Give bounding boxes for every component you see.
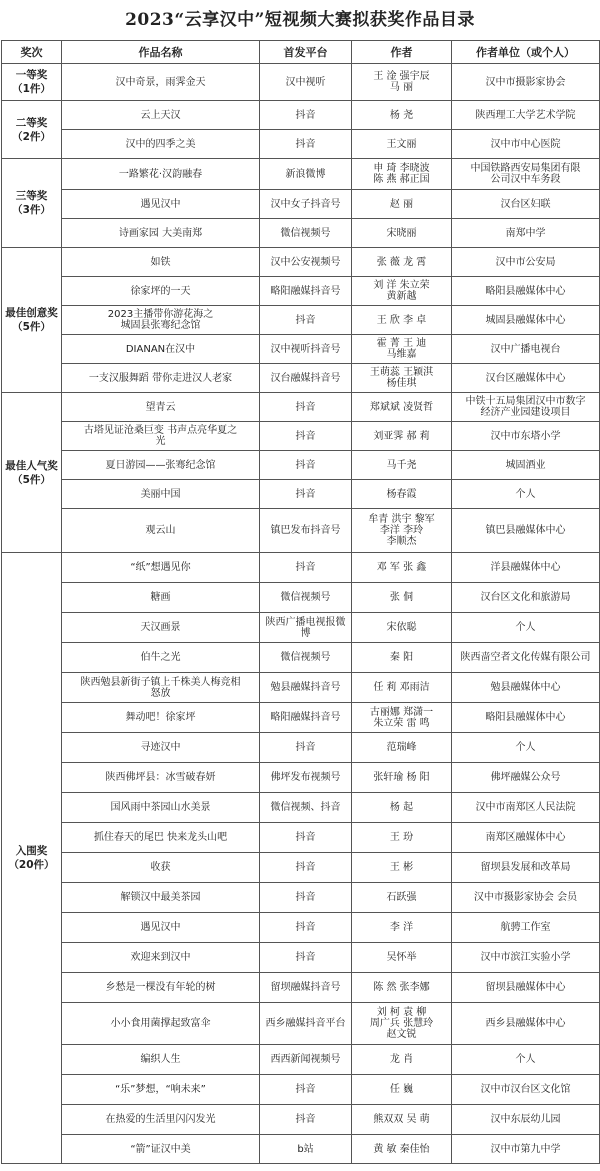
author-cell: 申 琦 李晓波 陈 燕 郝正国 (352, 159, 452, 190)
platform-cell: 汉中女子抖音号 (260, 190, 352, 219)
award-category-cell (2, 64, 62, 101)
author-unit-cell: 汉中市摄影家协会 会员 (452, 883, 600, 913)
platform-cell: 抖音 (260, 480, 352, 509)
author-unit-cell: 佛坪融媒公众号 (452, 763, 600, 793)
platform-cell: 西乡融媒抖音平台 (260, 1003, 352, 1045)
author-unit-cell: 留坝县融媒体中心 (452, 973, 600, 1003)
author-cell: 吴怀举 (352, 943, 452, 973)
award-count: （2件） (12, 130, 51, 143)
work-name-cell: 2023主播带你游花海之 城固县张骞纪念馆 (62, 306, 260, 335)
platform-cell: 抖音 (260, 101, 352, 130)
author-cell: 牟青 洪宇 黎军 李洋 李玲 李顺杰 (352, 509, 452, 553)
award-category-cell (2, 248, 62, 393)
platform-cell: 抖音 (260, 130, 352, 159)
platform-cell: 汉台融媒抖音号 (260, 364, 352, 393)
table-row (2, 101, 600, 130)
author-unit-cell: 汉中市汉台区文化馆 (452, 1075, 600, 1105)
platform-cell: 微信视频号 (260, 583, 352, 613)
platform-cell: 汉中公安视频号 (260, 248, 352, 277)
platform-cell: 抖音 (260, 943, 352, 973)
table-row (2, 973, 600, 1003)
author-unit-cell: 镇巴县融媒体中心 (452, 509, 600, 553)
work-name-cell: 舞动吧！徐家坪 (62, 703, 260, 733)
work-name-cell: 抓住春天的尾巴 快来龙头山吧 (62, 823, 260, 853)
author-unit-cell: 汉台区妇联 (452, 190, 600, 219)
platform-cell: 留坝融媒抖音号 (260, 973, 352, 1003)
author-cell: 马千尧 (352, 451, 452, 480)
work-name-cell: 遇见汉中 (62, 190, 260, 219)
author-unit-cell: 勉县融媒体中心 (452, 673, 600, 703)
table-row (2, 853, 600, 883)
table-row (2, 553, 600, 583)
work-name-cell: “乐”梦想，“响未来” (62, 1075, 260, 1105)
author-cell: 杨 尧 (352, 101, 452, 130)
author-cell: 张 薇 龙 霄 (352, 248, 452, 277)
platform-cell: 抖音 (260, 733, 352, 763)
work-name-cell: 古塔见证沧桑巨变 书声点亮华夏之 光 (62, 422, 260, 451)
award-count: （3件） (12, 204, 51, 216)
award-count: （5件） (12, 473, 51, 486)
author-cell: 王萌蕊 王颖淇 杨佳琪 (352, 364, 452, 393)
author-unit-cell: 汉中东辰幼儿园 (452, 1105, 600, 1135)
award-name: 最佳人气奖 (5, 459, 58, 472)
author-unit-cell: 个人 (452, 733, 600, 763)
work-name-cell: 编织人生 (62, 1045, 260, 1075)
award-name: 最佳创意奖 (5, 307, 58, 319)
author-unit-cell: 城固酒业 (452, 451, 600, 480)
platform-cell: 新浪微博 (260, 159, 352, 190)
author-cell: 邓 军 张 鑫 (352, 553, 452, 583)
table-row (2, 480, 600, 509)
work-name-cell: 一路繁花·汉韵融春 (62, 159, 260, 190)
table-body (2, 64, 600, 1164)
award-count: （20件） (8, 859, 55, 871)
author-cell: 李 洋 (352, 913, 452, 943)
author-unit-cell: 陕西理工大学艺术学院 (452, 101, 600, 130)
award-category-cell (2, 553, 62, 1164)
author-cell: 古丽娜 郑潇一 朱立荣 雷 鸣 (352, 703, 452, 733)
award-category-cell (2, 101, 62, 159)
author-unit-cell: 汉中广播电视台 (452, 335, 600, 364)
table-row (2, 823, 600, 853)
work-name-cell: 夏日游园——张骞纪念馆 (62, 451, 260, 480)
author-cell: 黄 敏 秦佳怡 (352, 1135, 452, 1164)
author-unit-cell: 个人 (452, 480, 600, 509)
author-cell: 郑斌斌 凌贤哲 (352, 393, 452, 422)
table-row (2, 248, 600, 277)
author-unit-cell: 南郑中学 (452, 219, 600, 248)
platform-cell: 汉中视听 (260, 64, 352, 101)
table-row (2, 913, 600, 943)
author-unit-cell: 中国铁路西安局集团有限 公司汉中车务段 (452, 159, 600, 190)
author-unit-cell: 汉中市公安局 (452, 248, 600, 277)
author-unit-cell: 南郑区融媒体中心 (452, 823, 600, 853)
work-name-cell: 徐家坪的一天 (62, 277, 260, 306)
platform-cell: 抖音 (260, 853, 352, 883)
author-cell: 王 淦 强宇辰 马 丽 (352, 64, 452, 101)
table-row (2, 219, 600, 248)
work-name-cell: 在热爱的生活里闪闪发光 (62, 1105, 260, 1135)
work-name-cell: 乡愁是一棵没有年轮的树 (62, 973, 260, 1003)
table-row (2, 1135, 600, 1164)
table-row (2, 943, 600, 973)
work-name-cell: 天汉画景 (62, 613, 260, 643)
platform-cell: 抖音 (260, 553, 352, 583)
platform-cell: b站 (260, 1135, 352, 1164)
table-row (2, 703, 600, 733)
platform-cell: 汉中视听抖音号 (260, 335, 352, 364)
author-cell: 石跃强 (352, 883, 452, 913)
work-name-cell: 收获 (62, 853, 260, 883)
award-category-cell (2, 159, 62, 248)
table-row (2, 793, 600, 823)
platform-cell: 微信视频、抖音 (260, 793, 352, 823)
award-count: （5件） (12, 321, 51, 333)
author-unit-cell: 西乡县融媒体中心 (452, 1003, 600, 1045)
award-name: 一等奖 (15, 69, 48, 81)
author-cell: 王 彬 (352, 853, 452, 883)
work-name-cell: 望青云 (62, 393, 260, 422)
table-row (2, 393, 600, 422)
author-unit-cell: 略阳县融媒体中心 (452, 277, 600, 306)
table-row (2, 733, 600, 763)
work-name-cell: 如铁 (62, 248, 260, 277)
work-name-cell: 美丽中国 (62, 480, 260, 509)
work-name-cell: 寻迹汉中 (62, 733, 260, 763)
author-unit-cell: 个人 (452, 1045, 600, 1075)
author-unit-cell: 洋县融媒体中心 (452, 553, 600, 583)
author-unit-cell: 汉中市摄影家协会 (452, 64, 600, 101)
table-row (2, 422, 600, 451)
table-row (2, 451, 600, 480)
work-name-cell: 小小食用菌撑起致富伞 (62, 1003, 260, 1045)
author-cell: 刘 洋 朱立荣 黄新越 (352, 277, 452, 306)
author-unit-cell: 中铁十五局集团汉中市数字 经济产业园建设项目 (452, 393, 600, 422)
work-name-cell: 遇见汉中 (62, 913, 260, 943)
author-cell: 杨 起 (352, 793, 452, 823)
author-cell: 范瑞峰 (352, 733, 452, 763)
author-cell: 王 玢 (352, 823, 452, 853)
table-row (2, 1003, 600, 1045)
author-cell: 刘 柯 袁 柳 周广兵 张慧玲 赵文锐 (352, 1003, 452, 1045)
platform-cell: 微信视频号 (260, 219, 352, 248)
work-name-cell: 国风雨中茶园山水美景 (62, 793, 260, 823)
work-name-cell: 观云山 (62, 509, 260, 553)
table-row (2, 190, 600, 219)
work-name-cell: 欢迎来到汉中 (62, 943, 260, 973)
table-row (2, 306, 600, 335)
table-row (2, 130, 600, 159)
platform-cell: 抖音 (260, 1075, 352, 1105)
author-unit-cell: 城固县融媒体中心 (452, 306, 600, 335)
table-header-row (2, 41, 600, 64)
header-platform: 首发平台 (260, 41, 352, 64)
header-author-unit: 作者单位（或个人） (452, 41, 600, 64)
author-unit-cell: 留坝县发展和改革局 (452, 853, 600, 883)
author-cell: 秦 阳 (352, 643, 452, 673)
table-row (2, 583, 600, 613)
header-author: 作者 (352, 41, 452, 64)
platform-cell: 抖音 (260, 1105, 352, 1135)
platform-cell: 抖音 (260, 823, 352, 853)
author-unit-cell: 航骋工作室 (452, 913, 600, 943)
award-category-cell (2, 393, 62, 553)
work-name-cell: “箭”证汉中美 (62, 1135, 260, 1164)
platform-cell: 微信视频号 (260, 643, 352, 673)
table-row (2, 1045, 600, 1075)
work-name-cell: 诗画家园 大美南郑 (62, 219, 260, 248)
author-unit-cell: 略阳县融媒体中心 (452, 703, 600, 733)
work-name-cell: 云上天汉 (62, 101, 260, 130)
table-row (2, 159, 600, 190)
table-row (2, 1105, 600, 1135)
work-name-cell: DIANAN在汉中 (62, 335, 260, 364)
table-row (2, 883, 600, 913)
header-award: 奖次 (2, 41, 62, 64)
author-cell: 王文丽 (352, 130, 452, 159)
platform-cell: 勉县融媒抖音号 (260, 673, 352, 703)
work-name-cell: 陕西佛坪县：冰雪破春妍 (62, 763, 260, 793)
author-cell: 霍 菁 王 迪 马维嘉 (352, 335, 452, 364)
author-cell: 王 欣 李 卓 (352, 306, 452, 335)
platform-cell: 陕西广播电视报微 博 (260, 613, 352, 643)
author-cell: 赵 丽 (352, 190, 452, 219)
author-cell: 宋晓丽 (352, 219, 452, 248)
page-title: 2023“云享汉中”短视频大赛拟获奖作品目录 (125, 10, 475, 30)
work-name-cell: 汉中的四季之美 (62, 130, 260, 159)
author-unit-cell: 个人 (452, 613, 600, 643)
work-name-cell: 陕西勉县新街子镇上千株美人梅竞相 怒放 (62, 673, 260, 703)
author-cell: 陈 然 张李娜 (352, 973, 452, 1003)
author-unit-cell: 汉台区文化和旅游局 (452, 583, 600, 613)
table-row (2, 335, 600, 364)
table-row (2, 673, 600, 703)
platform-cell: 镇巴发布抖音号 (260, 509, 352, 553)
author-cell: 任 莉 邓雨洁 (352, 673, 452, 703)
platform-cell: 抖音 (260, 306, 352, 335)
table-row (2, 64, 600, 101)
table-row (2, 277, 600, 306)
platform-cell: 略阳融媒抖音号 (260, 703, 352, 733)
work-name-cell: 伯牛之光 (62, 643, 260, 673)
table-row (2, 613, 600, 643)
author-cell: 熊双双 吴 萌 (352, 1105, 452, 1135)
award-name: 三等奖 (15, 190, 48, 202)
platform-cell: 抖音 (260, 913, 352, 943)
award-name: 入围奖 (15, 845, 48, 857)
work-name-cell: 一支汉服舞蹈 带你走进汉人老家 (62, 364, 260, 393)
award-name: 二等奖 (15, 116, 48, 129)
platform-cell: 抖音 (260, 883, 352, 913)
platform-cell: 佛坪发布视频号 (260, 763, 352, 793)
table-row (2, 1075, 600, 1105)
author-cell: 张 侗 (352, 583, 452, 613)
platform-cell: 抖音 (260, 422, 352, 451)
platform-cell: 西西新闻视频号 (260, 1045, 352, 1075)
author-unit-cell: 汉中市中心医院 (452, 130, 600, 159)
table-row (2, 763, 600, 793)
table-row (2, 643, 600, 673)
author-cell: 任 巍 (352, 1075, 452, 1105)
author-cell: 张轩瑜 杨 阳 (352, 763, 452, 793)
author-unit-cell: 汉中市第九中学 (452, 1135, 600, 1164)
work-name-cell: 解锁汉中最美茶园 (62, 883, 260, 913)
award-count: （1件） (12, 83, 51, 95)
header-work-name: 作品名称 (62, 41, 260, 64)
award-table (1, 40, 600, 1164)
platform-cell: 抖音 (260, 393, 352, 422)
platform-cell: 抖音 (260, 451, 352, 480)
author-cell: 宋依聪 (352, 613, 452, 643)
work-name-cell: “纸”想遇见你 (62, 553, 260, 583)
author-cell: 杨春霞 (352, 480, 452, 509)
author-unit-cell: 汉中市东塔小学 (452, 422, 600, 451)
author-cell: 龙 肖 (352, 1045, 452, 1075)
author-unit-cell: 陕西啬空者文化传媒有限公司 (452, 643, 600, 673)
platform-cell: 略阳融媒抖音号 (260, 277, 352, 306)
work-name-cell: 糖画 (62, 583, 260, 613)
work-name-cell: 汉中奇景，雨霁金天 (62, 64, 260, 101)
author-unit-cell: 汉中市滨江实验小学 (452, 943, 600, 973)
author-unit-cell: 汉中市南郑区人民法院 (452, 793, 600, 823)
table-row (2, 509, 600, 553)
author-cell: 刘亚霁 郝 莉 (352, 422, 452, 451)
table-row (2, 364, 600, 393)
author-unit-cell: 汉台区融媒体中心 (452, 364, 600, 393)
